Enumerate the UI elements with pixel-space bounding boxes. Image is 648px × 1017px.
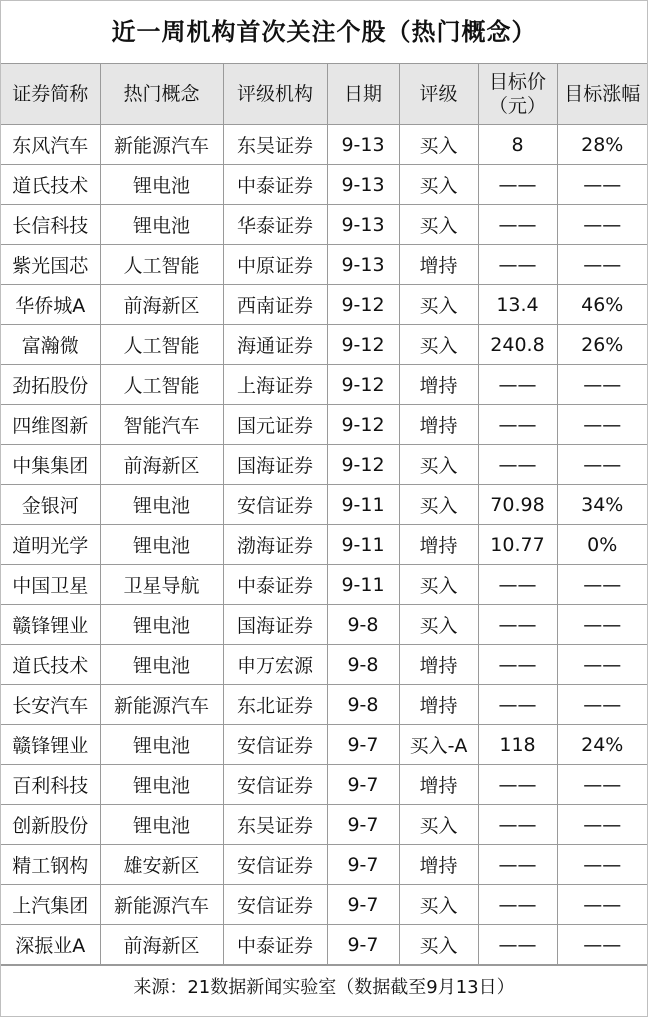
- header-row: [1, 64, 647, 125]
- rating-cell: 增持: [399, 765, 478, 805]
- target-upside-cell: ——: [557, 205, 647, 245]
- institution-cell: 中泰证券: [223, 165, 327, 205]
- table-row: [1, 765, 647, 805]
- rating-cell: 买入: [399, 445, 478, 485]
- col-header-stock-name: 证券简称: [1, 64, 100, 125]
- institution-cell: 安信证券: [223, 765, 327, 805]
- stock-name-cell: 道明光学: [1, 525, 100, 565]
- target-upside-cell: ——: [557, 445, 647, 485]
- institution-cell: 安信证券: [223, 885, 327, 925]
- date-cell: 9-8: [327, 685, 399, 725]
- institution-cell: 中泰证券: [223, 565, 327, 605]
- stock-name-cell: 赣锋锂业: [1, 725, 100, 765]
- table-row: [1, 285, 647, 325]
- rating-cell: 买入: [399, 885, 478, 925]
- rating-cell: 买入: [399, 165, 478, 205]
- stock-name-cell: 金银河: [1, 485, 100, 525]
- date-cell: 9-12: [327, 405, 399, 445]
- institution-cell: 国海证券: [223, 445, 327, 485]
- institution-cell: 东吴证券: [223, 125, 327, 165]
- date-cell: 9-7: [327, 805, 399, 845]
- concept-cell: 锂电池: [100, 805, 223, 845]
- col-header-concept: 热门概念: [100, 64, 223, 125]
- stock-name-cell: 四维图新: [1, 405, 100, 445]
- stock-name-cell: 百利科技: [1, 765, 100, 805]
- date-cell: 9-12: [327, 285, 399, 325]
- table-row: [1, 125, 647, 165]
- target-upside-cell: ——: [557, 405, 647, 445]
- rating-cell: 买入: [399, 125, 478, 165]
- target-price-cell: ——: [478, 685, 557, 725]
- institution-cell: 海通证券: [223, 325, 327, 365]
- target-price-cell: 8: [478, 125, 557, 165]
- rating-cell: 买入: [399, 565, 478, 605]
- institution-cell: 西南证券: [223, 285, 327, 325]
- target-upside-cell: ——: [557, 685, 647, 725]
- target-price-cell: ——: [478, 565, 557, 605]
- date-cell: 9-11: [327, 485, 399, 525]
- rating-cell: 增持: [399, 525, 478, 565]
- target-price-cell: ——: [478, 365, 557, 405]
- table-row: [1, 445, 647, 485]
- concept-cell: 锂电池: [100, 525, 223, 565]
- target-price-cell: 118: [478, 725, 557, 765]
- target-upside-cell: ——: [557, 765, 647, 805]
- concept-cell: 前海新区: [100, 285, 223, 325]
- institution-cell: 安信证券: [223, 725, 327, 765]
- concept-cell: 智能汽车: [100, 405, 223, 445]
- rating-cell: 买入: [399, 805, 478, 845]
- rating-cell: 买入: [399, 605, 478, 645]
- institution-cell: 中泰证券: [223, 925, 327, 965]
- table-row: [1, 885, 647, 925]
- target-upside-cell: ——: [557, 925, 647, 965]
- concept-cell: 人工智能: [100, 245, 223, 285]
- target-price-cell: ——: [478, 605, 557, 645]
- table-row: [1, 205, 647, 245]
- rating-cell: 买入-A: [399, 725, 478, 765]
- rating-cell: 增持: [399, 845, 478, 885]
- col-header-rating: 评级: [399, 64, 478, 125]
- stock-name-cell: 中国卫星: [1, 565, 100, 605]
- date-cell: 9-12: [327, 365, 399, 405]
- target-upside-cell: 46%: [557, 285, 647, 325]
- institution-cell: 东北证券: [223, 685, 327, 725]
- date-cell: 9-8: [327, 645, 399, 685]
- concept-cell: 雄安新区: [100, 845, 223, 885]
- institution-cell: 华泰证券: [223, 205, 327, 245]
- table-row: [1, 725, 647, 765]
- table-body: [1, 125, 647, 965]
- stock-name-cell: 道氏技术: [1, 645, 100, 685]
- target-price-cell: 240.8: [478, 325, 557, 365]
- concept-cell: 新能源汽车: [100, 885, 223, 925]
- target-price-cell: 10.77: [478, 525, 557, 565]
- rating-cell: 买入: [399, 285, 478, 325]
- date-cell: 9-7: [327, 925, 399, 965]
- stock-name-cell: 华侨城A: [1, 285, 100, 325]
- date-cell: 9-7: [327, 845, 399, 885]
- target-upside-cell: ——: [557, 845, 647, 885]
- target-upside-cell: ——: [557, 165, 647, 205]
- date-cell: 9-7: [327, 725, 399, 765]
- rating-cell: 买入: [399, 925, 478, 965]
- target-upside-cell: 28%: [557, 125, 647, 165]
- target-upside-cell: ——: [557, 645, 647, 685]
- target-upside-cell: ——: [557, 245, 647, 285]
- institution-cell: 渤海证券: [223, 525, 327, 565]
- target-price-cell: ——: [478, 925, 557, 965]
- date-cell: 9-12: [327, 325, 399, 365]
- page-title: 近一周机构首次关注个股（热门概念）: [1, 1, 647, 64]
- date-cell: 9-13: [327, 125, 399, 165]
- concept-cell: 人工智能: [100, 365, 223, 405]
- concept-cell: 锂电池: [100, 165, 223, 205]
- target-price-cell: ——: [478, 845, 557, 885]
- concept-cell: 锂电池: [100, 765, 223, 805]
- concept-cell: 卫星导航: [100, 565, 223, 605]
- table-row: [1, 805, 647, 845]
- table-row: [1, 645, 647, 685]
- stock-name-cell: 上汽集团: [1, 885, 100, 925]
- institution-cell: 东吴证券: [223, 805, 327, 845]
- institution-cell: 中原证券: [223, 245, 327, 285]
- rating-cell: 买入: [399, 485, 478, 525]
- stock-name-cell: 长安汽车: [1, 685, 100, 725]
- stock-name-cell: 东风汽车: [1, 125, 100, 165]
- table-row: [1, 165, 647, 205]
- date-cell: 9-7: [327, 885, 399, 925]
- target-price-cell: ——: [478, 165, 557, 205]
- target-price-cell: 70.98: [478, 485, 557, 525]
- target-price-cell: ——: [478, 805, 557, 845]
- target-upside-cell: 34%: [557, 485, 647, 525]
- concept-cell: 前海新区: [100, 925, 223, 965]
- date-cell: 9-13: [327, 165, 399, 205]
- target-price-cell: ——: [478, 885, 557, 925]
- table-row: [1, 405, 647, 445]
- institution-cell: 申万宏源: [223, 645, 327, 685]
- table-row: [1, 925, 647, 965]
- col-header-date: 日期: [327, 64, 399, 125]
- institution-cell: 上海证券: [223, 365, 327, 405]
- rating-cell: 增持: [399, 405, 478, 445]
- stock-name-cell: 富瀚微: [1, 325, 100, 365]
- table-row: [1, 845, 647, 885]
- target-price-cell: ——: [478, 445, 557, 485]
- concept-cell: 新能源汽车: [100, 685, 223, 725]
- date-cell: 9-12: [327, 445, 399, 485]
- rating-cell: 增持: [399, 645, 478, 685]
- date-cell: 9-7: [327, 765, 399, 805]
- date-cell: 9-13: [327, 205, 399, 245]
- date-cell: 9-11: [327, 565, 399, 605]
- target-price-cell: ——: [478, 205, 557, 245]
- stock-name-cell: 创新股份: [1, 805, 100, 845]
- target-upside-cell: 0%: [557, 525, 647, 565]
- target-upside-cell: ——: [557, 605, 647, 645]
- stock-name-cell: 深振业A: [1, 925, 100, 965]
- stock-name-cell: 道氏技术: [1, 165, 100, 205]
- table-row: [1, 565, 647, 605]
- table-row: [1, 605, 647, 645]
- stock-name-cell: 紫光国芯: [1, 245, 100, 285]
- target-upside-cell: ——: [557, 805, 647, 845]
- target-price-cell: ——: [478, 405, 557, 445]
- stock-name-cell: 中集集团: [1, 445, 100, 485]
- stock-name-cell: 长信科技: [1, 205, 100, 245]
- table-row: [1, 685, 647, 725]
- rating-cell: 增持: [399, 245, 478, 285]
- concept-cell: 人工智能: [100, 325, 223, 365]
- target-price-cell: ——: [478, 645, 557, 685]
- rating-cell: 买入: [399, 205, 478, 245]
- source-note: 来源：21数据新闻实验室（数据截至9月13日）: [1, 965, 647, 1010]
- institution-cell: 安信证券: [223, 845, 327, 885]
- date-cell: 9-8: [327, 605, 399, 645]
- concept-cell: 前海新区: [100, 445, 223, 485]
- date-cell: 9-13: [327, 245, 399, 285]
- target-price-cell: 13.4: [478, 285, 557, 325]
- target-price-cell: ——: [478, 765, 557, 805]
- table-row: [1, 365, 647, 405]
- table-row: [1, 525, 647, 565]
- col-header-target-upside: 目标涨幅: [557, 64, 647, 125]
- target-price-cell: ——: [478, 245, 557, 285]
- rating-cell: 买入: [399, 325, 478, 365]
- table-row: [1, 325, 647, 365]
- col-header-target-price: 目标价（元）: [478, 64, 557, 125]
- target-upside-cell: 24%: [557, 725, 647, 765]
- rating-cell: 增持: [399, 685, 478, 725]
- target-upside-cell: ——: [557, 365, 647, 405]
- table-row: [1, 245, 647, 285]
- rating-cell: 增持: [399, 365, 478, 405]
- concept-cell: 锂电池: [100, 605, 223, 645]
- target-upside-cell: ——: [557, 885, 647, 925]
- stock-name-cell: 精工钢构: [1, 845, 100, 885]
- col-header-institution: 评级机构: [223, 64, 327, 125]
- concept-cell: 锂电池: [100, 205, 223, 245]
- institution-cell: 国元证券: [223, 405, 327, 445]
- concept-cell: 锂电池: [100, 645, 223, 685]
- concept-cell: 锂电池: [100, 485, 223, 525]
- concept-cell: 锂电池: [100, 725, 223, 765]
- table-row: [1, 485, 647, 525]
- stock-name-cell: 赣锋锂业: [1, 605, 100, 645]
- stock-table: [1, 64, 647, 965]
- target-upside-cell: ——: [557, 565, 647, 605]
- stock-name-cell: 劲拓股份: [1, 365, 100, 405]
- institution-cell: 国海证券: [223, 605, 327, 645]
- concept-cell: 新能源汽车: [100, 125, 223, 165]
- institution-cell: 安信证券: [223, 485, 327, 525]
- target-upside-cell: 26%: [557, 325, 647, 365]
- date-cell: 9-11: [327, 525, 399, 565]
